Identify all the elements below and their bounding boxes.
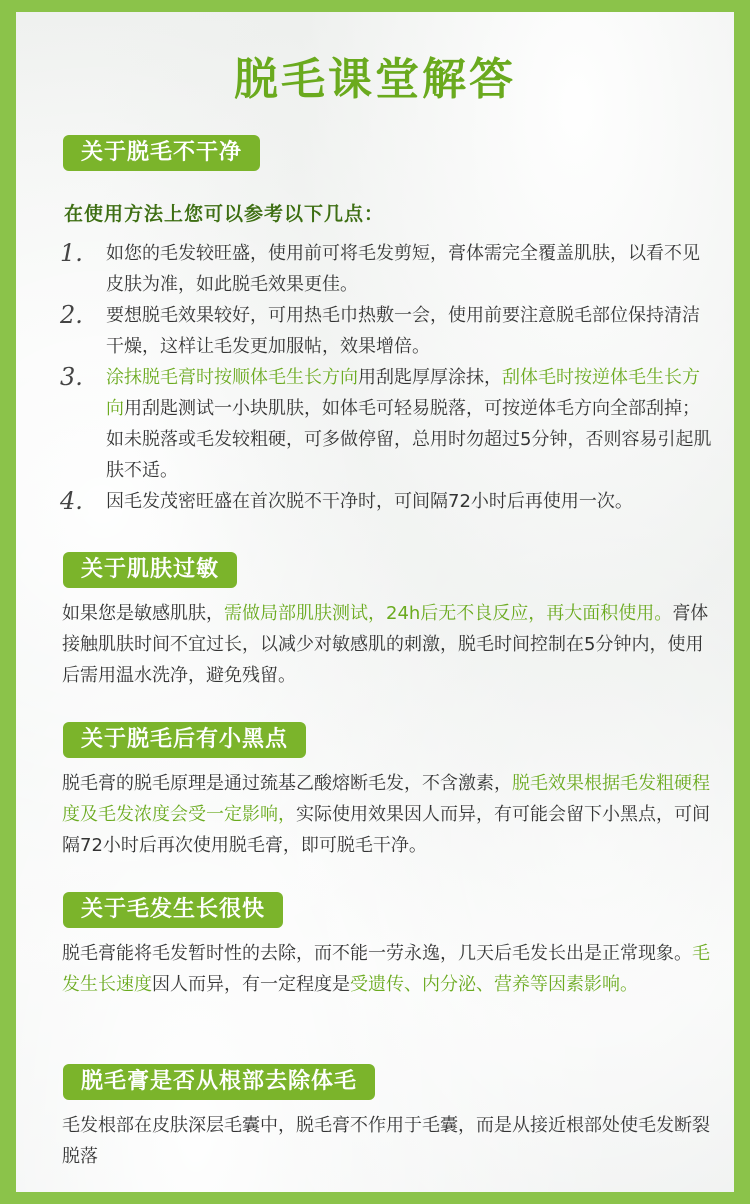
section-label-not-clean: 关于脱毛不干净 — [63, 135, 260, 171]
section-paragraph-allergy — [62, 598, 710, 691]
body-text: 要想脱毛效果较好，可用热毛巾热敷一会，使用前要注意脱毛部位保持清洁干燥，这样让毛发更加服帖，效果增倍。 — [106, 305, 700, 357]
section-label-hair-growth: 关于毛发生长很快 — [63, 892, 283, 928]
body-text: 用刮匙测试一小块肌肤，如体毛可轻易脱落，可按逆体毛方向全部刮掉；如未脱落或毛发较粗硬，可多做停留，总用时勿超过5分钟，否则容易引起肌肤不适。 — [106, 398, 712, 481]
section-paragraph-hair-growth — [62, 938, 710, 1000]
list-number: 4. — [60, 487, 83, 515]
body-text: 因毛发茂密旺盛在首次脱不干净时，可间隔72小时后再使用一次。 — [106, 491, 633, 512]
list-item — [56, 362, 716, 486]
highlight-text: 毛发生长速度 — [62, 943, 710, 995]
body-text: 膏体接触肌肤时间不宜过长，以减少对敏感肌的刺激，脱毛时间控制在5分钟内，使用后需用温水洗净，避免残留。 — [62, 603, 709, 686]
content-panel — [16, 12, 734, 1192]
body-text: 如果您是敏感肌肤， — [62, 603, 224, 624]
list-text — [106, 243, 700, 295]
section-paragraph-root-removal — [62, 1110, 710, 1172]
section-paragraph-black-dots — [62, 768, 710, 861]
list-item — [56, 486, 716, 517]
list-text — [106, 305, 700, 357]
body-text: 实际使用效果因人而异，有可能会留下小黑点，可间隔72小时后再次使用脱毛膏，即可脱毛干净。 — [62, 804, 710, 856]
list-text — [106, 491, 633, 512]
highlight-text: 需做局部肌肤测试，24h后无不良反应，再大面积使用。 — [224, 603, 673, 624]
highlight-text: 刮体毛时按逆体毛生长方向 — [106, 367, 700, 419]
list-item — [56, 238, 716, 300]
tips-list — [56, 238, 716, 517]
body-text: 如您的毛发较旺盛，使用前可将毛发剪短，膏体需完全覆盖肌肤，以看不见皮肤为准，如此脱毛效果更佳。 — [106, 243, 700, 295]
body-text: 脱毛膏能将毛发暂时性的去除，而不能一劳永逸，几天后毛发长出是正常现象。 — [62, 943, 692, 964]
page-title: 脱毛课堂解答 — [234, 54, 516, 105]
list-number: 2. — [60, 301, 83, 329]
highlight-text: 受遗传、内分泌、营养等因素影响。 — [350, 974, 638, 995]
highlight-text: 涂抹脱毛膏时按顺体毛生长方向 — [106, 367, 358, 388]
section-intro: 在使用方法上您可以参考以下几点： — [64, 203, 385, 225]
list-item — [56, 300, 716, 362]
highlight-text: 脱毛效果根据毛发粗硬程度及毛发浓度会受一定影响， — [62, 773, 710, 825]
section-label-allergy: 关于肌肤过敏 — [63, 552, 237, 588]
list-number: 1. — [60, 239, 83, 267]
body-text: 毛发根部在皮肤深层毛囊中，脱毛膏不作用于毛囊，而是从接近根部处使毛发断裂脱落 — [62, 1115, 710, 1167]
body-text: 脱毛膏的脱毛原理是通过巯基乙酸熔断毛发，不含激素， — [62, 773, 512, 794]
body-text: 因人而异，有一定程度是 — [152, 974, 350, 995]
section-label-black-dots: 关于脱毛后有小黑点 — [63, 722, 306, 758]
list-text — [106, 367, 711, 481]
section-label-root-removal: 脱毛膏是否从根部去除体毛 — [63, 1064, 375, 1100]
body-text: 用刮匙厚厚涂抹， — [358, 367, 502, 388]
list-number: 3. — [60, 363, 83, 391]
